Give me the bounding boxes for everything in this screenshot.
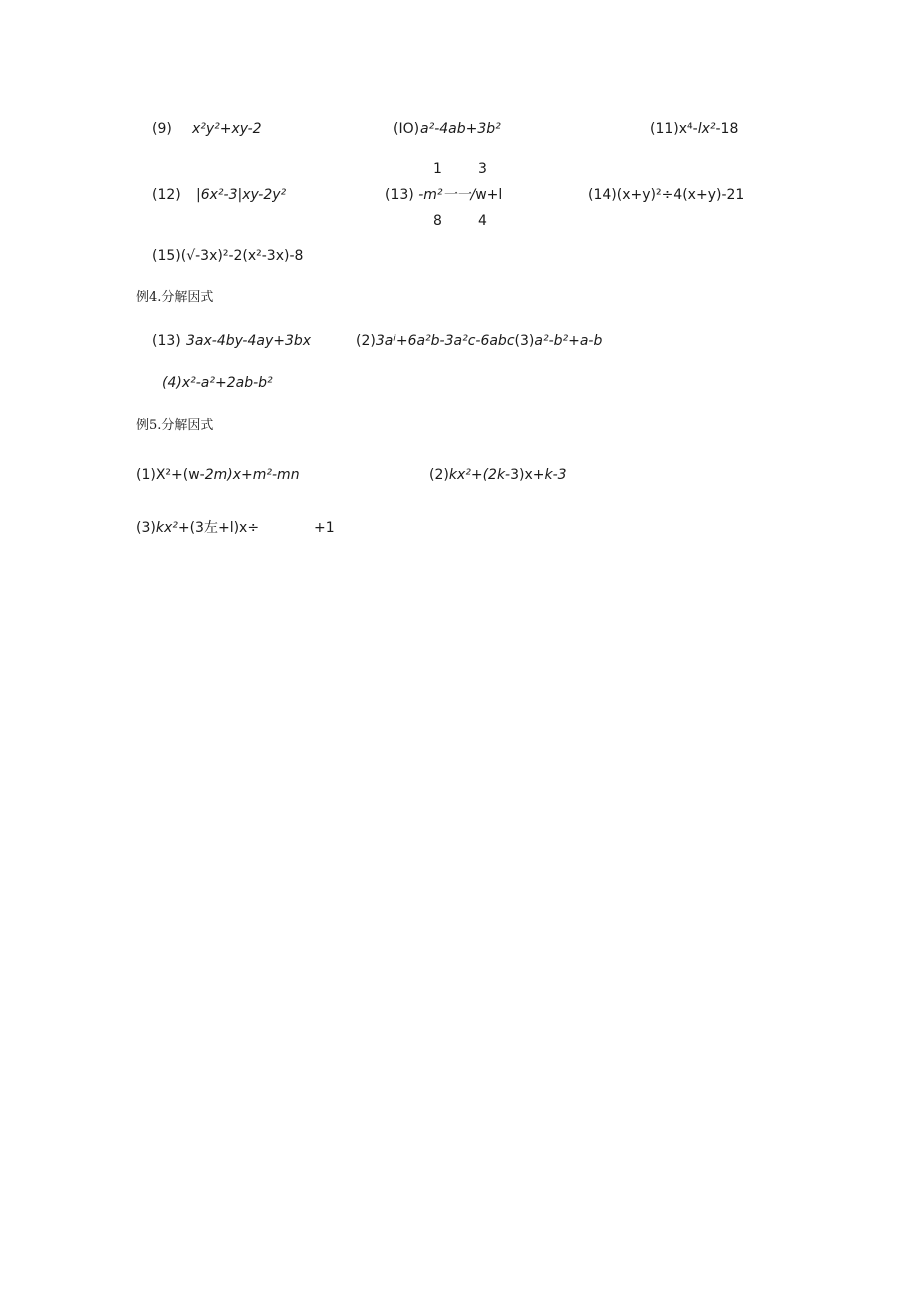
ex4-problem-13-expression: 3ax-4by-4ay+3bx: [186, 333, 312, 349]
fraction-numerator-2: 3: [478, 161, 487, 177]
ex5-problem-3-label: (3): [136, 520, 156, 536]
ex5-problem-3: [136, 521, 259, 535]
problem-13-label: [385, 188, 502, 202]
problem-12-expression: |6x²-3|xy-2y²: [196, 187, 287, 203]
ex4-problem-13-label: (13): [152, 333, 181, 349]
ex4-problem-3-label: (3): [514, 333, 535, 349]
problem-12-label: (12): [152, 187, 181, 203]
fraction-denominator-1: 8: [433, 213, 442, 229]
ex5-problem-2: [429, 468, 567, 482]
ex4-problem-4: (4)x²-a²+2ab-b²: [162, 375, 273, 391]
ex4-problem-2-expression: 3aⁱ+6a²b-3a²c-6abc: [375, 333, 515, 349]
ex5-problem-2-expression-b: k-3: [544, 467, 567, 483]
ex5-problem-3-mid: +(3左+l)x÷: [177, 520, 260, 536]
ex5-problem-2-label: (2): [429, 467, 449, 483]
problem-11-tail: -18: [715, 121, 739, 137]
ex4-problem-3-expression: a²-b²+a-b: [534, 333, 603, 349]
problem-13-expression: -m²一一/: [418, 187, 476, 203]
problem-15: (15)(√-3x)²-2(x²-3x)-8: [152, 248, 304, 264]
problem-13-tail: w+l: [475, 187, 503, 203]
ex5-problem-1-prefix: (1)X²+(w-: [136, 467, 205, 483]
ex5-problem-2-mid: 3)x+: [510, 467, 545, 483]
ex4-problem-2-label: (2): [356, 333, 376, 349]
problem-11-prefix: (11)x⁴-: [650, 121, 698, 137]
example-4-heading: 例4.分解因式: [136, 290, 214, 305]
ex4-problem-2-3: [356, 334, 602, 348]
problem-10-expression: a²-4ab+3b²: [420, 121, 501, 137]
ex5-problem-2-expression-a: kx²+(2k-: [448, 467, 511, 483]
ex5-problem-1: [136, 468, 300, 482]
ex5-problem-3-expression: kx²: [155, 520, 178, 536]
fraction-numerator-1: 1: [433, 161, 442, 177]
example-5-heading: 例5.分解因式: [136, 418, 214, 433]
ex5-problem-3-tail: +1: [314, 520, 335, 536]
fraction-denominator-2: 4: [478, 213, 487, 229]
problem-9-expression: x²y²+xy-2: [192, 121, 262, 137]
problem-10-label: (IO): [393, 121, 420, 137]
problem-13-prefix: (13): [385, 187, 414, 203]
problem-11-expression: lx²: [697, 121, 716, 137]
problem-9-label: (9): [152, 121, 172, 137]
ex5-problem-1-expression: 2m)x+m²-mn: [204, 467, 300, 483]
problem-14: (14)(x+y)²÷4(x+y)-21: [588, 187, 745, 203]
problem-11-label: [650, 122, 738, 136]
